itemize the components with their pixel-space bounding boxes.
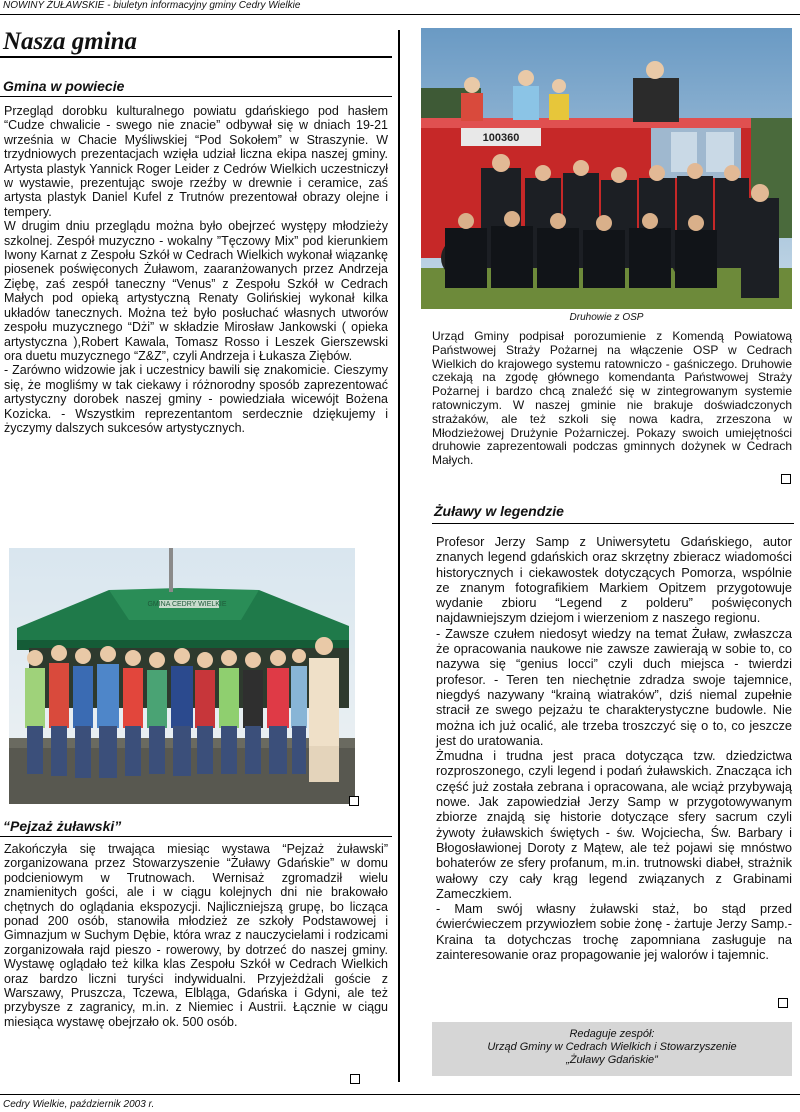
paragraph: W drugim dniu przeglądu można było obejrzeć występy młodzieży szkolnej. Zespół muzyczno - wokalny ”Tęczowy Mix” pod kierunkiem Iwony Karnat z Zespołu Szkół w Cedrach Wielkich wykonał wiązankę piosenek poświęconych Żuławom, zaaranżowanych przez Andrzeja Ziębę, zaś zespół taneczny “Venus” z Zespołu Szkół w Cedrach Małych pod opieką artystyczną Renaty Golińskiej wykonał kilka układów tanecznych. Można też było posłuchać własnych utworów zespołu muzycznego “Dżi” w składzie Mirosław Jankowski ( opieka artystyczna ),Robert Kawala, Tomasz Rosso i Leszek Gierszewski ora duetu muzycznego “Z&Z”, czyli Andrzeja i Łukasza Ziębów. [4, 219, 388, 363]
article-gmina-w-powiecie-body [4, 104, 388, 435]
column-divider [398, 30, 400, 1082]
article-title-gmina-w-powiecie: Gmina w powiecie [3, 78, 125, 94]
credits-line: Redaguje zespół: [569, 1028, 655, 1040]
paragraph: - Zawsze czułem niedosyt wiedzy na temat Żuław, zwłaszcza że opracowania naukowe nie zawsze zawierają w sobie to, co nazywa się “genius locci” czyli duch miejsca - twierdzi profesor. - Teren ten niechętnie zdradza swoje tajemnice, niegdyś nazywany “krainą wiatraków”, dziś niemal zupełnie stracił ze swego pejzażu te charakterystyczne budowle. Nie można ich już ocalić, ale trzeba troszczyć się o to, co jeszcze jest do uratowania. [436, 625, 792, 748]
truck-number-text: 100360 [482, 132, 520, 144]
end-of-article-marker [350, 1074, 360, 1084]
photo-children-tent-graphic [9, 548, 355, 804]
tent-banner-text: GMINA CEDRY WIELKIE [147, 601, 227, 608]
paragraph: Przegląd dorobku kulturalnego powiatu gdańskiego pod hasłem “Cudze chwalicie - swego nie znacie” odbywał się w dniach 19-21 września w Chacie Myśliwskiej “Pod Sokołem” w Straszynie. W trzydniowych prezentacjach wzięła udział liczna ekipa naszej gminy. Artysta plastyk Yannick Roger Leider z Cedrów Wielkich uczestniczył w wystawie, prezentując swoje rzeźby w drewnie i ceramice, zaś artysta plastyk Daniel Kufel z Trutnów prezentował obrazy olejne i tempery. [4, 104, 388, 219]
end-of-article-marker [778, 998, 788, 1008]
paragraph: - Mam swój własny żuławski staż, bo stąd przed ćwierćwieczem przywiozłem sobie żonę - żartuje Jerzy Samp.- Kraina ta dotychczas trochę zapomniana zasługuje na zainteresowanie oraz propagowanie jej walorów i tajemnic. [436, 901, 792, 963]
article-osp-body [432, 330, 792, 468]
photo-firefighters-osp [421, 28, 792, 309]
credits-line: „Żuławy Gdańskie” [566, 1054, 658, 1066]
header-rule [0, 14, 800, 15]
newsletter-header: NOWINY ŻUŁAWSKIE - biuletyn informacyjny gminy Cedry Wielkie [3, 0, 301, 11]
article-title-rule [432, 523, 794, 524]
paragraph: Żmudna i trudna jest praca dotycząca tzw. dziedzictwa rozproszonego, czyli legend i podań żuławskich. Znacząca ich część już została zebrana i opracowana, ale wciąż przybywają nowe. Jak zapowiedział Jerzy Samp w przygotowywanym zbiorze znajdą się historie dotyczące sfery sacrum czyli żywoty żuławskich świętych - św. Wojciecha, Św. Barbary i Błogosławionej Doroty z Mątew, ale też pojawi się mnóstwo bohaterów ze sfery profanum, m.in. trutnowski diabeł, strażnik wałowy czy cały krąg legend związanych z Grabinami Zameczkiem. [436, 748, 792, 901]
paragraph: - Zarówno widzowie jak i uczestnicy bawili się znakomicie. Cieszymy się, że mogliśmy w tak ciekawy i różnorodny sposób zaprezentować artystyczny dorobek naszej gminy - powiedziała wicewójt Bożena Kozicka. - Wszystkim reprezentantom serdecznie dziękujemy i życzymy dalszych sukcesów artystycznych. [4, 363, 388, 435]
page-footer: Cedry Wielkie, październik 2003 r. [3, 1099, 155, 1110]
article-title-zulawy-w-legendzie: Żuławy w legendzie [434, 503, 564, 519]
paragraph: Profesor Jerzy Samp z Uniwersytetu Gdańskiego, autor znanych legend gdańskich oraz skrzętny zbieracz wiadomości historycznych i ciekawostek dotyczących Pomorza, wspólnie ze znanym fotografikiem Markiem Opitzem przygotowuje wydanie zbioru “Legend z polderu” poświęconych najdawniejszym dziejom i wierzeniom z naszego regionu. [436, 534, 792, 626]
end-of-article-marker [349, 796, 359, 806]
section-title: Nasza gmina [3, 28, 138, 55]
paragraph: Zakończyła się trwająca miesiąc wystawa “Pejzaż żuławski” zorganizowana przez Stowarzyszenie “Żuławy Gdańskie” w domu podcieniowym w Trutnowach. Wernisaż zgromadził wielu znamienitych gości, ale i w ciągu kolejnych dni nie brakowało chętnych do oglądania ekspozycji. Najliczniejszą grupę, bo licząca ponad 200 osób, stanowiła młodzież ze szkoły Podstawowej i Gimnazjum w Suchym Dębie, która wraz z nauczycielami i rodzicami zorganizowała rajd pieszo - rowerowy, by dotrzeć do naszej gminy. Wystawę oglądało też kilka klas Zespołu Szkół w Cedrach Wielkich oraz bardzo liczni turyści indywidualni. Przyjeżdżali goście z Warszawy, Pruszcza, Tczewa, Elbląga, Gdańska i Gdyni, ale też przybysze z zagranicy, m.in. z Niemiec i Austrii. Łącznie w ciągu miesiąca wystawę obejrzało ok. 500 osób. [4, 842, 388, 1029]
photo-firefighters-graphic [421, 28, 792, 309]
section-title-rule [0, 56, 392, 58]
article-pejzaz-zulawski-body [4, 842, 388, 1029]
paragraph: Urząd Gminy podpisał porozumienie z Komendą Powiatową Państwowej Straży Pożarnej na włączenie OSP w Cedrach Wielkich do krajowego systemu ratowniczo - gaśniczego. Druhowie czekają na zgodę głównego komendanta Państwowej Straży Pożarnej i bardzo chcą znaleźć się w zintegrowanym systemie ratowniczym. W naszej gminie nie brakuje doświadczonych strażaków, ale też szkoli się nowa kadra, zrzeszona w Młodzieżowej Drużynie Pożarniczej. Pokazy swoich umiejętności druhowie zaprezentowali podczas gminnych dożynek w Cedrach Małych. [432, 329, 792, 468]
editorial-credits-box [432, 1022, 792, 1076]
photo-children-tent [9, 548, 355, 804]
article-title-rule [0, 836, 392, 837]
footer-rule [0, 1094, 800, 1095]
credits-line: Urząd Gminy w Cedrach Wielkich i Stowarzyszenie [487, 1041, 737, 1053]
end-of-article-marker [781, 474, 791, 484]
article-zulawy-w-legendzie-body [436, 534, 792, 962]
article-title-pejzaz-zulawski: “Pejzaż żuławski” [3, 818, 122, 834]
photo-caption: Druhowie z OSP [569, 312, 644, 323]
article-title-rule [0, 96, 392, 97]
